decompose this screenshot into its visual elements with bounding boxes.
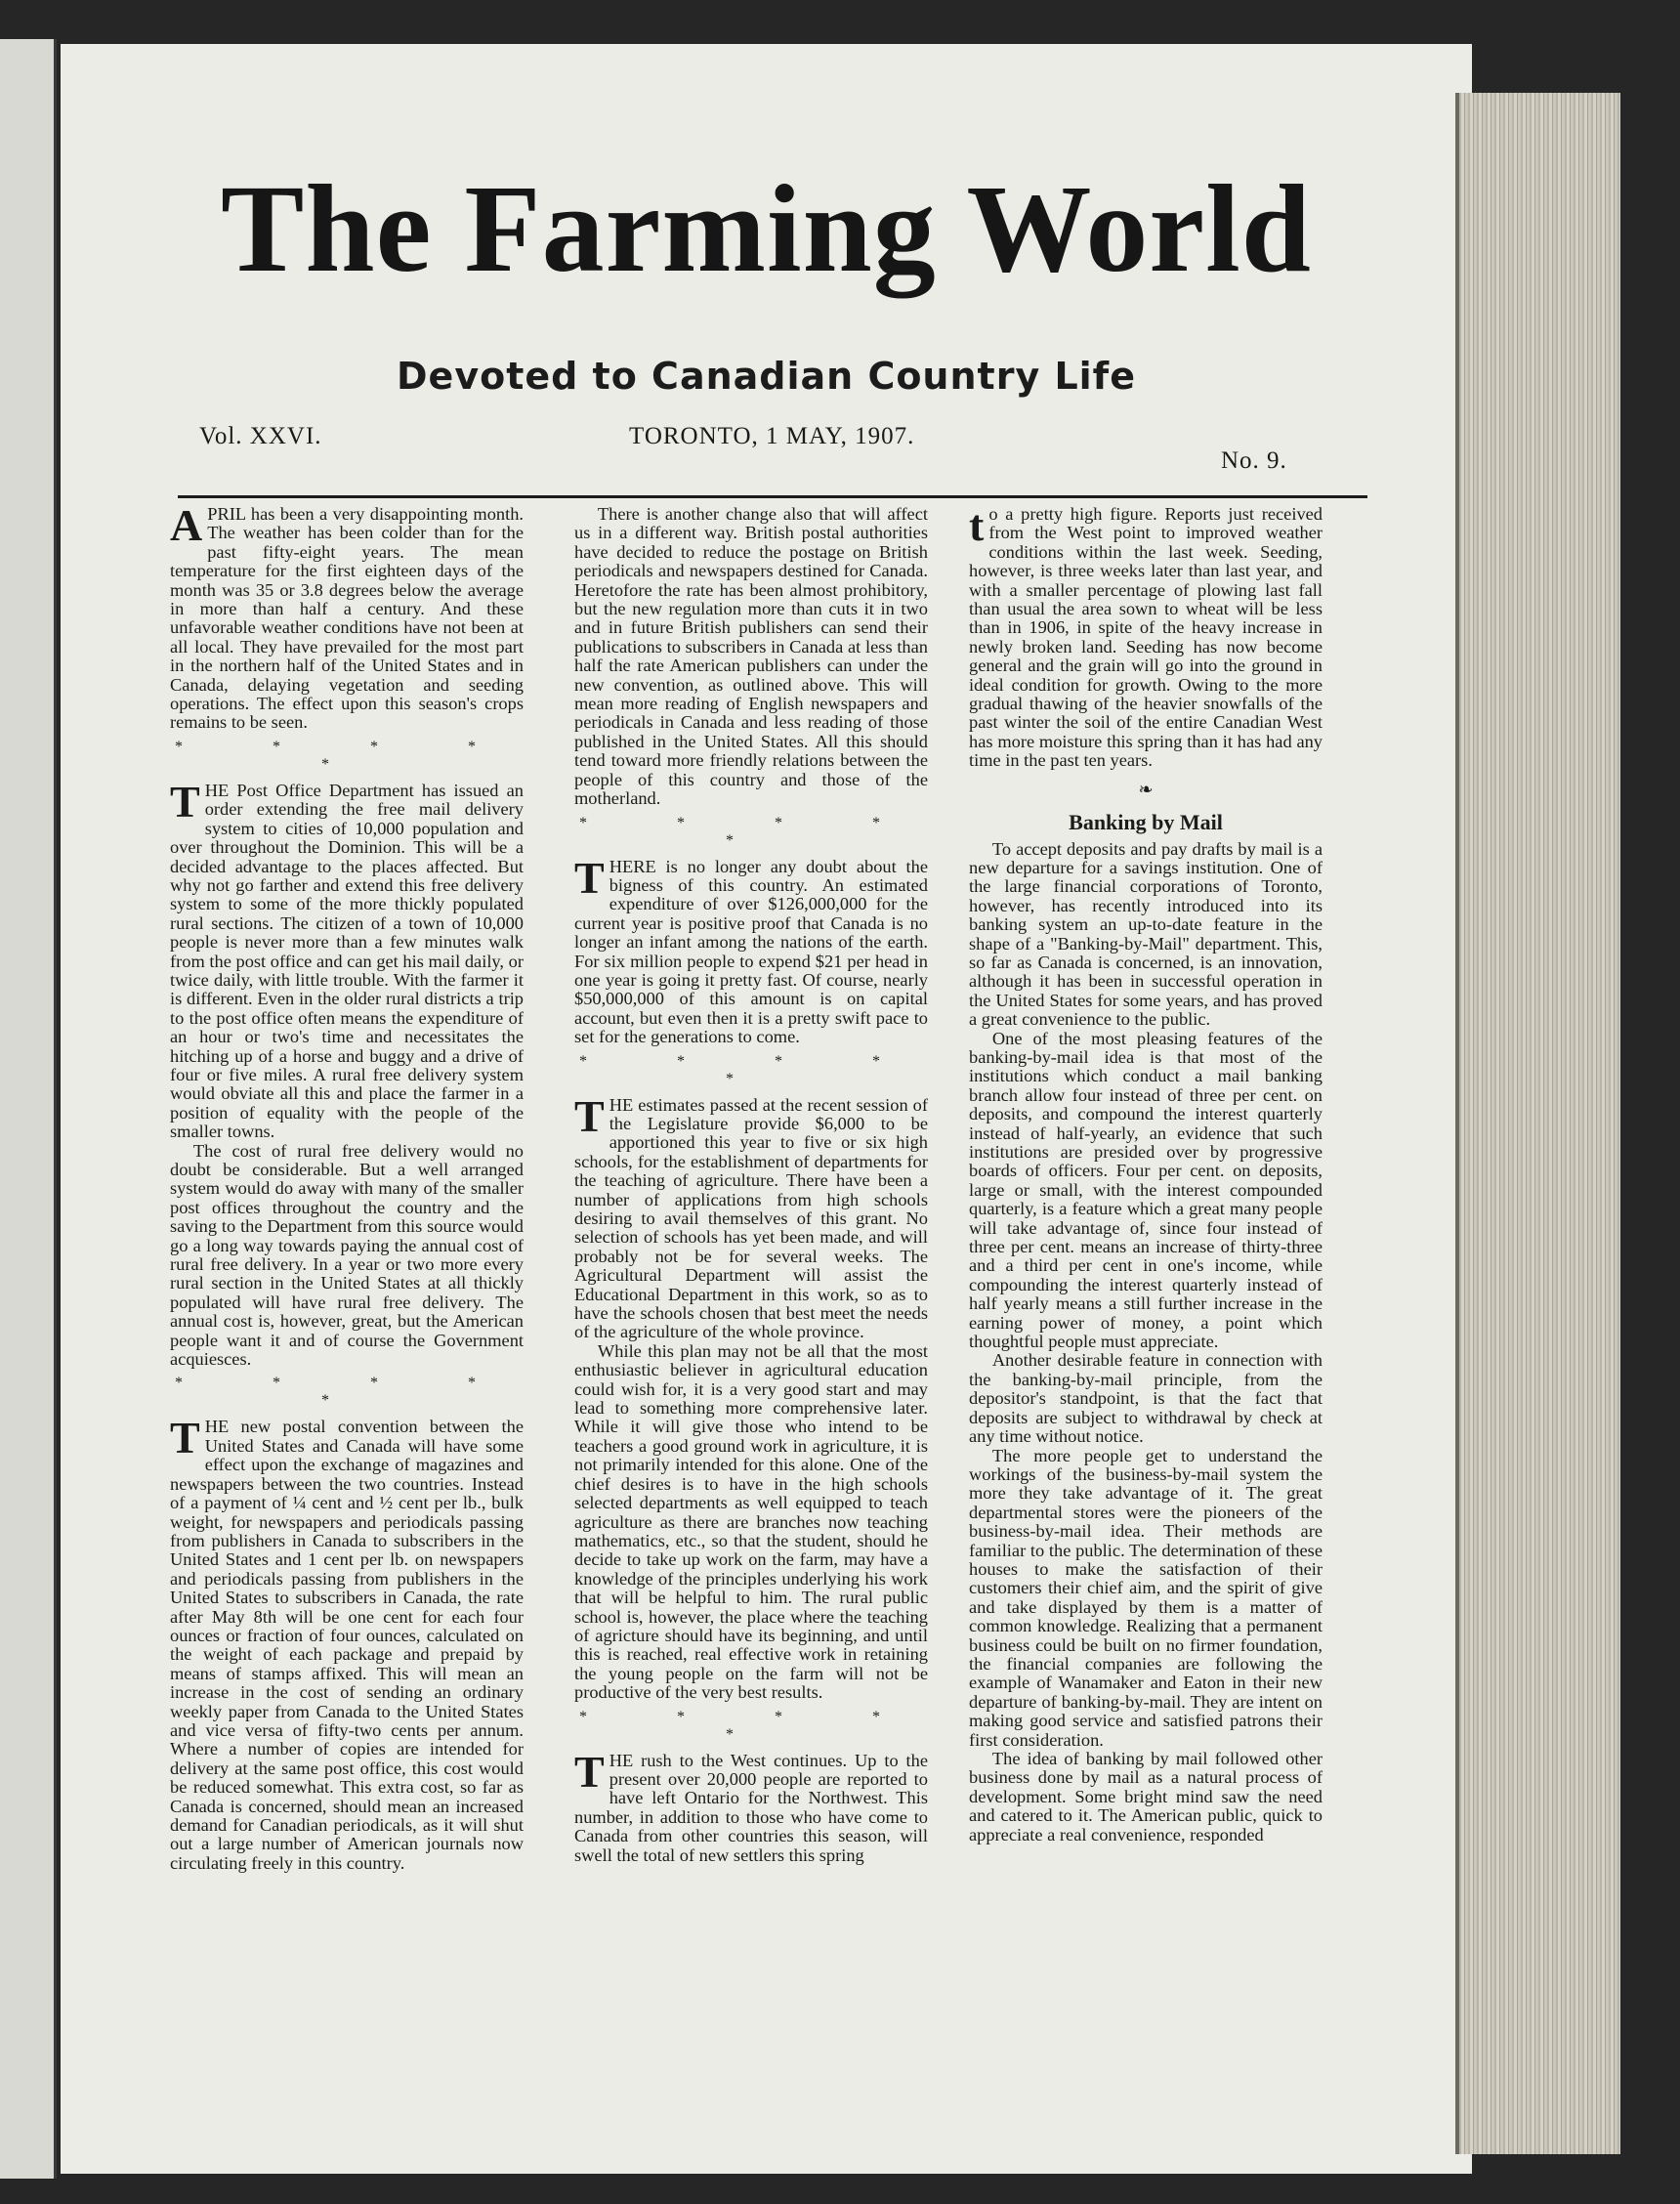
section-divider: * * * * *	[579, 1052, 923, 1087]
paragraph-post-office: THE Post Office Department has issued an order extending the free mail delivery system to cities of 10,000 population and over throughout the Dominion. This will be a decided advantage to the places affected. But why not go farther and extend this free delivery system to some of the more thickly populated rural sections. The citizen of a town of 10,000 people is never more than a few minutes walk from the post office and can get his mail daily, or twice daily, with little trouble. With the farmer it is different. Even in the older rural districts a trip to the post office often means the expenditure of an hour or two's time and necessitates the hitching up of a horse and buggy and a drive of four or five miles. A rural free delivery system would obviate all this and place the farmer in a position of equality with the people of the smaller towns.	[170, 776, 524, 1142]
column-1	[170, 505, 524, 2195]
heading-banking-by-mail: Banking by Mail	[1069, 810, 1223, 835]
paragraph-april-weather: APRIL has been a very disappointing month. The weather has been colder than for the past fifty-eight years. The mean temperature for the first eighteen days of the month was 35 or 3.8 degrees below the average in more than half a century. And these unfavorable weather conditions have not been at all local. They have prevailed for the most part in the northern half of the United States and in Canada, delaying vegetation and seeding operations. The effect upon this season's crops remains to be seen.	[170, 505, 524, 733]
dateline: TORONTO, 1 MAY, 1907.	[629, 423, 915, 449]
fleuron-ornament: ❧	[1138, 779, 1154, 799]
paragraph-agri-education: While this plan may not be all that the most enthusiastic believer in agricultural education could wish for, it is a very good start and may lead to something more comprehensive later. While it will give those who intend to be teachers a good ground work in agriculture, it is not primarily intended for this alone. One of the chief desires is to have in the high schools selected departments as well equipped to teach agriculture as there are branches now teaching mathematics, etc., so that the student, should he decide to take up work on the farm, may have a knowledge of the principles underlying his work that will be helpful to him. The rural public school is, however, the place where the teaching of agricture should have its beginning, and until this is reached, real effective work in retaining the young people on the farm will not be productive of the very best results.	[574, 1340, 928, 1703]
paragraph-banking-withdrawal: Another desirable feature in connection with the banking-by-mail principle, from the depositor's standpoint, is that the fact that deposits are subject to withdrawal by check at any time without notice.	[969, 1350, 1323, 1447]
paragraph-estimates: THE estimates passed at the recent session of the Legislature provide $6,000 to be apportioned this year to five or six high schools, for the establishment of departments for the teaching of agriculture. There have been a number of applications from high schools desiring to avail themselves of this grant. No selection of schools has yet been made, and will probably not be for several weeks. The Agricultural Department will assist the Educational Department in this work, so as to have the schools chosen that best meet the needs of the agriculture of the whole province.	[574, 1090, 928, 1342]
drop-cap-letter: t	[969, 505, 985, 550]
paragraph-rush-west: THE rush to the West continues. Up to the present over 20,000 people are reported to have left Ontario for the Northwest. This number, in addition to those who have come to Canada from other countries this season, will swell the total of new settlers this spring	[574, 1746, 928, 1865]
masthead-subtitle: Devoted to Canadian Country Life	[397, 355, 1136, 398]
paragraph-rural-delivery-cost: The cost of rural free delivery would no doubt be considerable. But a well arranged system would do away with many of the smaller post offices throughout the country and the saving to the Department from this source would go a long way towards paying the annual cost of rural free delivery. In a year or two more every rural section in the United States at all thickly populated will have rural free delivery. The annual cost is, however, great, but the American people want it and of course the Government acquiesces.	[170, 1140, 524, 1370]
issue-number: No. 9.	[1221, 447, 1287, 474]
drop-cap-letter: T	[574, 1090, 605, 1141]
paragraph-banking-origin: The idea of banking by mail followed other business done by mail as a natural process of development. Some bright mind saw the need and catered to it. The American public, quick to appreciate a real convenience, responded	[969, 1749, 1323, 1844]
book-page-edges	[1455, 93, 1620, 2154]
section-divider: * * * * *	[579, 814, 923, 849]
paragraph-high-figure: to a pretty high figure. Reports just received from the West point to improved weather conditions within the last week. Seeding, however, is three weeks later than last year, and with a smaller percentage of plowing last fall than usual the area sown to wheat will be less than in 1906, in spite of the heavy increase in newly broken land. Seeding has now become general and the grain will go into the ground in ideal condition for growth. Owing to the more gradual thawing of the heavier snowfalls of the past winter the soil of the entire Canadian West has more moisture this spring than it has had any time in the past ten years.	[969, 505, 1323, 771]
paragraph-british-postage: There is another change also that will affect us in a different way. British postal authorities have decided to reduce the postage on British periodicals and newspapers destined for Canada. Heretofore the rate has been almost prohibitory, but the new regulation more than cuts it in two and in future British publishers can send their publications to subscribers in Canada at less than half the rate American publishers can under the new convention, as outlined above. This will mean more reading of English newspapers and periodicals in Canada and less reading of those published in the United States. All this should tend toward more friendly relations between the people of this country and those of the motherland.	[574, 505, 928, 809]
drop-cap-letter: T	[170, 1413, 200, 1463]
drop-cap-letter: T	[574, 852, 605, 903]
paragraph-postal-convention: THE new postal convention between the United States and Canada will have some effect upon the exchange of magazines and newspapers between the two countries. Instead of a payment of ¼ cent and ½ cent per lb., bulk weight, for newspapers and periodicals passing from publishers in Canada to subscribers in the United States and 1 cent per lb. on newspapers and periodicals passing from publishers in the United States to subscribers in Canada, the rate after May 8th will be one cent for each four ounces or fraction of four ounces, calculated on the weight of each package and prepaid by means of stamps affixed. This will mean an increase in the cost of sending an ordinary weekly paper from Canada to the United States and vice versa of fifty-two cents per annum. Where a number of copies are intended for delivery at the same post office, this cost would be reduced somewhat. This extra cost, so far as Canada is concerned, should mean an increased demand for Canadian periodicals, as it will shut out a large number of American journals now circulating freely in this country.	[170, 1413, 524, 1873]
section-divider: * * * * *	[579, 1708, 923, 1743]
paragraph-banking-features: One of the most pleasing features of the banking-by-mail idea is that most of the institutions which conduct a mail banking branch allow four instead of three per cent. on deposits, and compound the interest quarterly instead of half-yearly, an evidence that such institutions are presided over by progressive boards of officers. Four per cent. on deposits, large or small, with the interest compounded quarterly, is a feature which a great many people will take advantage of, since four instead of three per cent. means an increase of thirty-three and a third per cent in one's income, while compounding the interest quarterly instead of half yearly means a still further increase in the earning power of money, a point which thoughtful people must appreciate.	[969, 1028, 1323, 1352]
magazine-page	[61, 44, 1472, 2174]
column-3	[969, 505, 1323, 2195]
masthead-rule	[178, 495, 1367, 498]
paragraph-bigness: THERE is no longer any doubt about the bigness of this country. An estimated expenditure of over $126,000,000 for the current year is positive proof that Canada is no longer an infant among the nations of the earth. For six million people to expend $21 per head in one year is going it pretty fast. Of course, nearly $50,000,000 of this amount is on capital account, but even then it is a pretty swift pace to set for the generations to come.	[574, 852, 928, 1047]
paragraph-banking-intro: To accept deposits and pay drafts by mail is a new departure for a savings institution. One of the large financial corporations of Toronto, however, has recently introduced into its banking system an up-to-date feature in the shape of a "Banking-by-Mail" department. This, so far as Canada is concerned, is an innovation, although it has been in successful operation in the United States for some years, and has proved a great convenience to the public.	[969, 838, 1323, 1030]
paragraph-business-by-mail: The more people get to understand the workings of the business-by-mail system the more they take advantage of it. The great departmental stores were the pioneers of the business-by-mail idea. Their methods are familiar to the public. The determination of these houses to make the satisfaction of their customers their chief aim, and the spirit of give and take displayed by them is a matter of common knowledge. Realizing that a permanent business could be built on no firmer foundation, the financial companies are following the example of Wanamaker and Eaton in their new departure of banking-by-mail. They are intent on making good service and satisfied patrons their first consideration.	[969, 1445, 1323, 1750]
column-2	[574, 505, 928, 2195]
drop-cap-letter: T	[170, 776, 200, 826]
masthead-title: The Farming World	[221, 159, 1312, 298]
drop-cap-letter: A	[170, 505, 203, 550]
drop-cap-letter: T	[574, 1746, 605, 1797]
section-divider: * * * * *	[175, 1375, 519, 1410]
previous-page-edge	[0, 39, 57, 2179]
volume-label: Vol. XXVI.	[199, 423, 322, 449]
section-divider: * * * * *	[175, 738, 519, 773]
